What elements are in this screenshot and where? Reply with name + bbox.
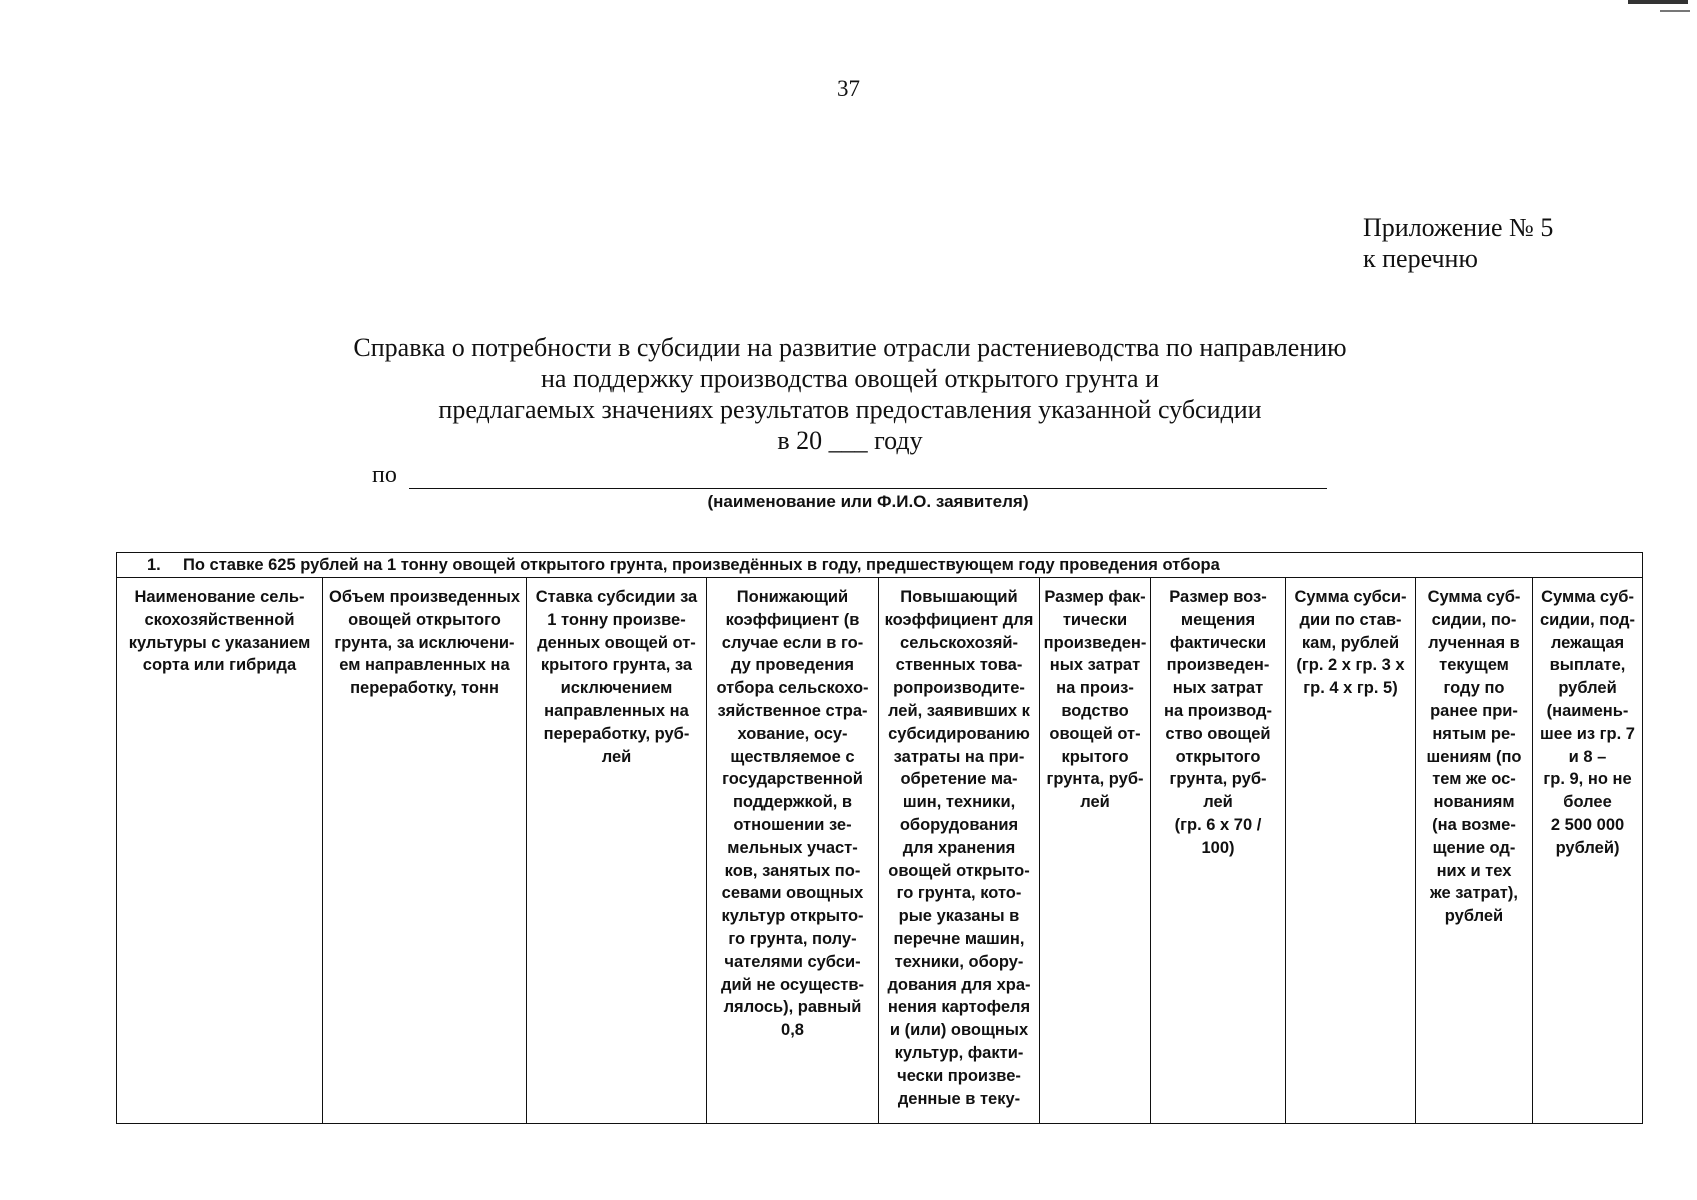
- col-header-line: Понижающий: [736, 588, 849, 606]
- col-header-line: на производ-: [1164, 701, 1272, 720]
- col-header-line: культур открыто-: [721, 907, 864, 926]
- scan-edge-mark: [1660, 10, 1690, 12]
- appendix-line-1: Приложение № 5: [1363, 213, 1554, 242]
- col-header-line: перечне машин,: [893, 929, 1025, 948]
- col-header-line: субсидированию: [888, 724, 1030, 743]
- col-header-line: сидии, по-: [1431, 610, 1517, 629]
- col-header-line: го грунта, кото-: [896, 884, 1022, 903]
- col-header-line: ков, занятых по-: [724, 861, 861, 880]
- col-header-line: овощей открыто-: [888, 861, 1030, 880]
- col-header-line: шее из гр. 7: [1540, 724, 1635, 743]
- col-header-line: Ставка субсидии за: [535, 588, 698, 606]
- col-header-line: денные в теку-: [897, 1089, 1021, 1108]
- col-header-line: культур, факти-: [894, 1043, 1024, 1062]
- col-header-line: 100): [1201, 838, 1235, 857]
- col-header-line: коэффициент для: [884, 610, 1034, 629]
- col-header-line: тически: [1062, 610, 1128, 629]
- col-header-line: (на возме-: [1432, 815, 1516, 834]
- col-header-4: [707, 578, 879, 1124]
- col-header-line: мельных участ-: [727, 838, 858, 857]
- col-header-3: [527, 578, 707, 1124]
- col-header-line: гр. 9, но не: [1543, 770, 1632, 789]
- col-header-line: чески произве-: [897, 1066, 1021, 1085]
- col-header-line: грунта, за исключени-: [334, 633, 515, 652]
- subsidy-table: [116, 552, 1643, 1124]
- col-header-line: Сумма суб-: [1541, 588, 1634, 606]
- col-header-line: обретение ма-: [900, 770, 1018, 789]
- col-header-line: отношении зе-: [733, 815, 852, 834]
- col-header-line: (гр. 6 х 70 /: [1174, 815, 1262, 834]
- page-number: 37: [837, 76, 860, 101]
- col-header-line: 2 500 000: [1550, 815, 1625, 834]
- col-header-line: Объем произведенных: [328, 588, 520, 606]
- applicant-prefix: по: [372, 462, 397, 488]
- col-header-line: ем направленных на: [339, 656, 510, 675]
- col-header-line: рублей: [1444, 907, 1504, 926]
- applicant-fill-line: [409, 488, 1327, 489]
- col-header-line: году по: [1443, 679, 1505, 698]
- col-header-line: шениям (по: [1426, 747, 1522, 766]
- subsidy-table-wrapper: [116, 552, 1642, 1124]
- title-line-3: предлагаемых значениях результатов предоставления указанной субсидии: [438, 395, 1262, 424]
- col-header-line: государственной: [722, 770, 863, 789]
- col-header-9: [1416, 578, 1533, 1124]
- col-header-1: [117, 578, 323, 1124]
- col-header-line: рублей): [1555, 838, 1620, 857]
- col-header-line: сидии, под-: [1539, 610, 1636, 629]
- col-header-line: тем же ос-: [1432, 770, 1516, 789]
- col-header-line: Размер воз-: [1169, 588, 1267, 606]
- section-number: 1.: [147, 555, 161, 574]
- section-row: [117, 553, 1643, 578]
- col-header-line: ных затрат: [1049, 656, 1141, 675]
- header-row: [117, 578, 1643, 1124]
- col-header-line: фактически: [1169, 633, 1267, 652]
- col-header-line: лученная в: [1428, 633, 1520, 652]
- document-title: [250, 332, 1450, 456]
- col-header-line: лей: [1080, 793, 1110, 812]
- col-header-line: (гр. 2 х гр. 3 х: [1296, 656, 1405, 675]
- col-header-line: поддержкой, в: [732, 793, 853, 812]
- col-header-line: хование, осу-: [737, 724, 848, 743]
- col-header-line: выплате,: [1549, 656, 1626, 675]
- col-header-line: скохозяйственной: [144, 610, 295, 629]
- col-header-line: зяйственное стра-: [717, 701, 868, 720]
- col-header-line: сельскохозяй-: [900, 633, 1018, 652]
- col-header-line: случае если в го-: [721, 633, 864, 652]
- col-header-line: Наименование сель-: [134, 588, 305, 606]
- col-header-line: оборудования: [899, 815, 1019, 834]
- appendix-line-2: к перечню: [1363, 244, 1478, 273]
- col-header-line: Размер фак-: [1044, 588, 1146, 606]
- col-header-line: щение од-: [1432, 838, 1516, 857]
- col-header-line: лей: [1203, 793, 1233, 812]
- col-header-line: коэффициент (в: [725, 610, 860, 629]
- col-header-line: ществляемое с: [730, 747, 855, 766]
- col-header-line: отбора сельскохо-: [716, 679, 869, 698]
- col-header-line: грунта, руб-: [1046, 770, 1144, 789]
- col-header-line: направленных на: [544, 701, 689, 720]
- col-header-8: [1286, 578, 1416, 1124]
- col-header-line: лей, заявивших к: [888, 701, 1030, 720]
- title-line-1: Справка о потребности в субсидии на развитие отрасли растениеводства по направлению: [353, 333, 1347, 362]
- col-header-line: на произ-: [1056, 679, 1134, 698]
- section-heading: [117, 553, 1643, 578]
- col-header-line: нованиям: [1433, 793, 1515, 812]
- col-header-line: рые указаны в: [898, 907, 1020, 926]
- applicant-caption: (наименование или Ф.И.О. заявителя): [707, 492, 1029, 511]
- col-header-line: рублей: [1558, 679, 1617, 698]
- col-header-line: грунта, руб-: [1169, 770, 1267, 789]
- col-header-7: [1151, 578, 1286, 1124]
- col-header-6: [1040, 578, 1151, 1124]
- col-header-line: переработку, руб-: [543, 724, 690, 743]
- col-header-5: [879, 578, 1040, 1124]
- col-header-line: мещения: [1180, 610, 1256, 629]
- col-header-line: произведен-: [1043, 633, 1147, 652]
- col-header-10: [1533, 578, 1643, 1124]
- col-header-line: лялось), равный: [723, 998, 862, 1017]
- col-header-line: Сумма суб-: [1427, 588, 1521, 606]
- col-header-line: культуры с указанием: [128, 633, 311, 652]
- col-header-line: исключением: [560, 679, 673, 698]
- col-header-line: овощей открытого: [348, 610, 501, 629]
- col-header-line: шин, техники,: [902, 793, 1016, 812]
- appendix-header: [1363, 212, 1553, 274]
- col-header-line: них и тех: [1436, 861, 1512, 880]
- col-header-line: для хранения: [902, 838, 1016, 857]
- col-header-line: дий не осуществ-: [720, 975, 865, 994]
- col-header-line: и 8 –: [1568, 747, 1607, 766]
- col-header-line: Повышающий: [900, 588, 1018, 606]
- col-header-line: более: [1563, 793, 1612, 812]
- col-header-line: гр. 4 х гр. 5): [1303, 679, 1398, 698]
- title-line-2: на поддержку производства овощей открытого грунта и: [541, 364, 1159, 393]
- col-header-line: ропроизводите-: [893, 679, 1025, 698]
- col-header-line: ных затрат: [1172, 679, 1264, 698]
- col-header-line: крытого грунта, за: [540, 656, 693, 675]
- col-header-line: ство овощей: [1165, 724, 1271, 743]
- col-header-line: севами овощных: [721, 884, 864, 903]
- col-header-line: затраты на при-: [893, 747, 1025, 766]
- col-header-line: дии по став-: [1299, 610, 1402, 629]
- section-text: По ставке 625 рублей на 1 тонну овощей открытого грунта, произведённых в году, предшествующем году проведения отбора: [183, 555, 1220, 574]
- col-header-line: ду проведения: [730, 656, 855, 675]
- col-header-line: произведен-: [1166, 656, 1270, 675]
- col-header-line: техники, обору-: [894, 952, 1024, 971]
- col-header-line: ранее при-: [1430, 701, 1518, 720]
- col-header-line: же затрат),: [1430, 884, 1518, 903]
- col-header-line: и (или) овощных: [889, 1021, 1029, 1040]
- col-header-line: 1 тонну произве-: [547, 610, 686, 629]
- col-header-line: сорта или гибрида: [142, 656, 297, 675]
- col-header-line: кам, рублей: [1301, 633, 1400, 652]
- col-header-line: переработку, тонн: [350, 679, 499, 698]
- col-header-line: лежащая: [1550, 633, 1625, 652]
- col-header-2: [323, 578, 527, 1124]
- col-header-line: открытого: [1175, 747, 1261, 766]
- col-header-line: водство: [1061, 701, 1129, 720]
- col-header-line: го грунта, полу-: [728, 929, 857, 948]
- col-header-line: овощей от-: [1049, 724, 1141, 743]
- col-header-line: нятым ре-: [1432, 724, 1516, 743]
- col-header-line: дования для хра-: [887, 975, 1031, 994]
- col-header-line: Сумма субси-: [1294, 588, 1407, 606]
- col-header-line: лей: [601, 747, 632, 766]
- col-header-line: ственных това-: [895, 656, 1023, 675]
- scan-edge-mark: [1628, 0, 1688, 4]
- col-header-line: (наимень-: [1546, 701, 1629, 720]
- col-header-line: денных овощей от-: [537, 633, 696, 652]
- col-header-line: 0,8: [781, 1021, 804, 1040]
- col-header-line: чателями субси-: [724, 952, 861, 971]
- col-header-line: текущем: [1439, 656, 1509, 675]
- col-header-line: нения картофеля: [887, 998, 1031, 1017]
- col-header-line: крытого: [1061, 747, 1129, 766]
- title-line-4: в 20 ___ году: [777, 426, 923, 455]
